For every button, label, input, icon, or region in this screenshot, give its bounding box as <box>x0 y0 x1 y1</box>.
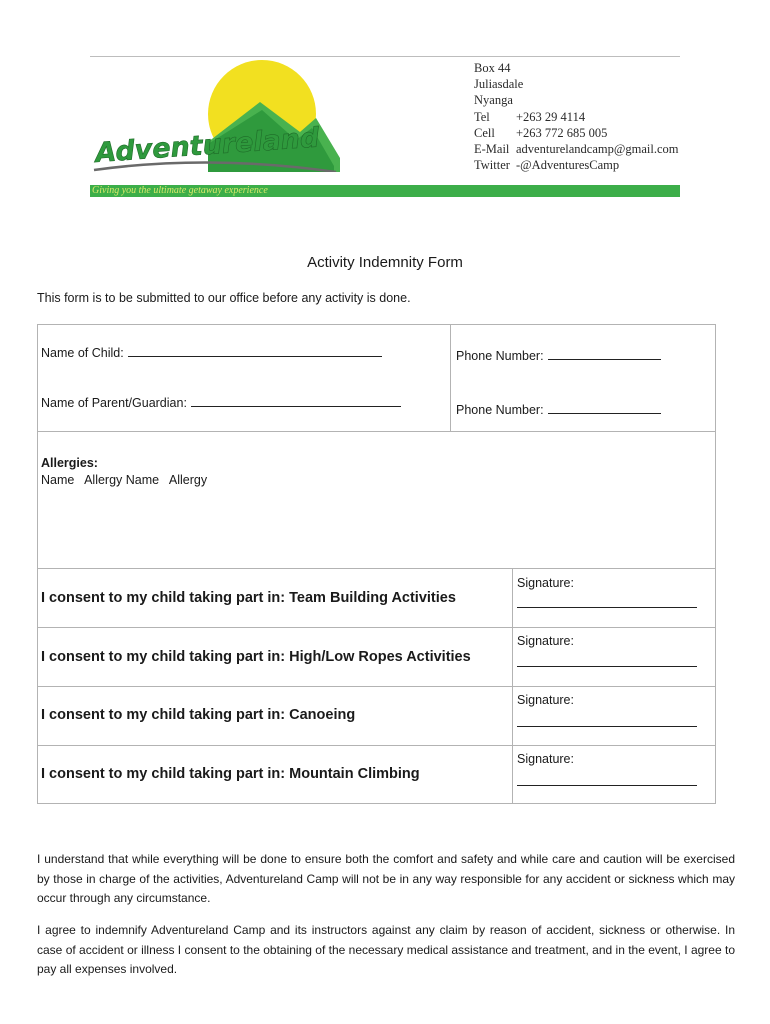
consent-team-building: I consent to my child taking part in: Team Building Activities <box>41 590 456 606</box>
consent-ropes: I consent to my child taking part in: High/Low Ropes Activities <box>41 649 471 665</box>
signature-label-2: Signature: <box>517 634 574 648</box>
signature-label-4: Signature: <box>517 752 574 766</box>
divider-consent-2 <box>37 627 716 628</box>
header-top-rule <box>90 56 680 57</box>
parent-name-label: Name of Parent/Guardian: <box>41 396 187 410</box>
phone-number-field-1[interactable] <box>456 349 661 363</box>
contact-box: Box 44 <box>474 61 511 75</box>
allergies-col-name-1: Name <box>41 473 75 487</box>
contact-region: Nyanga <box>474 93 513 108</box>
allergies-heading: Allergies: <box>41 456 98 470</box>
phone-label-2: Phone Number: <box>456 403 544 417</box>
parent-name-line[interactable] <box>191 405 401 407</box>
declaration-paragraph-1: I understand that while everything will be done to ensure both the comfort and safety and while care and caution will be exercised by those in charge of the activities, Adventureland Camp will not be in any way responsible for any accident or sickness which may occur through any circumstance. <box>37 852 735 905</box>
signature-line-4[interactable] <box>517 785 697 786</box>
child-name-label: Name of Child: <box>41 346 124 360</box>
phone-line-1[interactable] <box>548 358 661 360</box>
adventureland-logo <box>90 58 340 186</box>
contact-twitter: Twitter -@AdventuresCamp <box>474 158 620 173</box>
phone-line-2[interactable] <box>548 412 661 414</box>
contact-cell: Cell +263 772 685 005 <box>474 125 608 140</box>
allergies-col-allergy-1: Allergy <box>84 473 123 487</box>
allergies-col-allergy-2: Allergy <box>168 473 208 487</box>
child-name-line[interactable] <box>128 355 382 357</box>
header-green-bar <box>90 185 680 197</box>
divider-consent-3 <box>37 686 716 687</box>
signature-line-2[interactable] <box>517 666 697 667</box>
tagline: Giving you the ultimate getaway experience <box>92 185 268 196</box>
signature-line-3[interactable] <box>517 726 697 727</box>
allergies-col-name-2: Name <box>125 473 160 487</box>
consent-canoeing: I consent to my child taking part in: Canoeing <box>41 707 356 723</box>
divider-vertical-signature <box>512 568 513 804</box>
signature-line-1[interactable] <box>517 607 697 608</box>
contact-email: E-Mail adventurelandcamp@gmail.com <box>474 142 679 157</box>
divider-consent-1 <box>37 568 716 569</box>
contact-block <box>474 60 714 173</box>
divider-vertical-top <box>450 324 451 431</box>
signature-label-3: Signature: <box>517 693 574 707</box>
parent-name-field[interactable] <box>41 396 401 410</box>
phone-label-1: Phone Number: <box>456 349 544 363</box>
signature-label-1: Signature: <box>517 576 574 590</box>
declaration-paragraph-2: I agree to indemnify Adventureland Camp and its instructors against any claim by reason of accident, sickness or otherwise. In case of accident or illness I consent to the obtaining of the necessary medical assistance and treatment, and in the event, I agree to pay all expenses involved. <box>37 923 735 976</box>
allergies-columns <box>41 473 207 487</box>
form-intro: This form is to be submitted to our office before any activity is done. <box>37 291 411 305</box>
divider-consent-4 <box>37 745 716 746</box>
logo-text: Adventureland <box>94 122 321 169</box>
contact-town: Juliasdale <box>474 77 524 92</box>
phone-number-field-2[interactable] <box>456 403 661 417</box>
divider-allergies-top <box>37 431 716 432</box>
child-name-field[interactable] <box>41 346 382 360</box>
form-title: Activity Indemnity Form <box>307 254 463 271</box>
consent-mountain-climbing: I consent to my child taking part in: Mountain Climbing <box>41 766 420 782</box>
contact-tel: Tel +263 29 4114 <box>474 109 586 124</box>
